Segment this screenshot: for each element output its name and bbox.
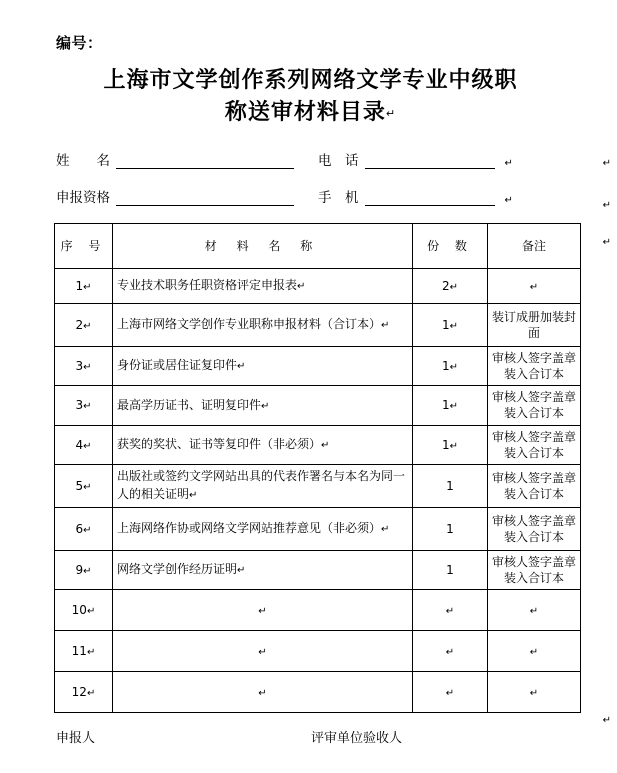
input-mobile[interactable] xyxy=(365,190,495,206)
pilcrow-mark: ↵ xyxy=(602,715,611,726)
cell-no: 12↵ xyxy=(55,672,113,713)
header-name-label: 材 料 名 称 xyxy=(204,239,321,254)
pilcrow-mark: ↵ xyxy=(385,106,397,120)
receiver-label: 评审单位验收人 xyxy=(311,731,403,747)
cell-remark[interactable]: ↵ xyxy=(488,672,581,713)
cell-name-text: 专业技术职务任职资格评定申报表 xyxy=(117,278,298,293)
cell-remark[interactable]: ↵ xyxy=(488,631,581,672)
cell-name: 获奖的奖状、证书等复印件（非必须）↵ xyxy=(113,425,413,464)
cell-remark xyxy=(488,464,581,507)
title-line-2 xyxy=(62,97,559,129)
cell-remark xyxy=(488,507,581,550)
header-no-label: 序 号 xyxy=(60,239,107,254)
table-row xyxy=(55,386,581,425)
cell-name-text: 最高学历证书、证明复印件 xyxy=(117,397,262,412)
pilcrow-mark: ↵ xyxy=(602,158,611,169)
input-phone[interactable] xyxy=(365,153,495,169)
table-body xyxy=(55,268,581,713)
table-row xyxy=(55,346,581,385)
cell-remark xyxy=(488,550,581,589)
input-name[interactable] xyxy=(116,153,294,169)
cell-remark[interactable]: ↵ xyxy=(488,590,581,631)
cell-name[interactable]: ↵ xyxy=(113,631,413,672)
cell-qty[interactable]: ↵ xyxy=(413,672,488,713)
cell-remark-text: 审核人签字盖章装入合订本 xyxy=(492,350,577,381)
materials-table xyxy=(54,223,581,714)
cell-remark-text: 审核人签字盖章装入合订本 xyxy=(492,429,577,460)
cell-qty: 1↵ xyxy=(413,386,488,425)
cell-remark-text: 审核人签字盖章装入合订本 xyxy=(492,554,577,586)
cell-name: 上海网络作协或网络文学网站推荐意见（非必须）↵ xyxy=(113,507,413,550)
cell-name-text: 上海网络作协或网络文学网站推荐意见（非必须） xyxy=(117,521,382,536)
cell-remark xyxy=(488,425,581,464)
cell-name: 最高学历证书、证明复印件↵ xyxy=(113,386,413,425)
cell-qty-text: 1 xyxy=(441,437,450,452)
cell-qty xyxy=(413,507,488,550)
cell-no: 9↵ xyxy=(55,550,113,589)
cell-name[interactable]: ↵ xyxy=(113,590,413,631)
table-row xyxy=(55,672,581,713)
header-qty-label: 份 数 xyxy=(427,239,473,254)
header-remark xyxy=(488,223,581,268)
table-header-row xyxy=(55,223,581,268)
header-remark-label: 备注 xyxy=(521,239,546,254)
cell-remark-text: 审核人签字盖章装入合订本 xyxy=(492,390,577,421)
table-row xyxy=(55,303,581,346)
cell-remark xyxy=(488,303,581,346)
cell-qty: 2↵ xyxy=(413,268,488,303)
pilcrow-mark: ↵ xyxy=(602,200,611,211)
cell-remark: ↵ xyxy=(488,268,581,303)
footer xyxy=(56,727,571,746)
cell-qty-text: 1 xyxy=(446,478,454,493)
cell-qty: 1↵ xyxy=(413,346,488,385)
cell-no-text: 10 xyxy=(71,603,87,618)
pilcrow-mark: ↵ xyxy=(602,237,611,248)
label-qualification: 申报资格 xyxy=(56,189,110,206)
cell-qty: 1↵ xyxy=(413,425,488,464)
cell-no: 4↵ xyxy=(55,425,113,464)
table-row xyxy=(55,268,581,303)
cell-name[interactable]: ↵ xyxy=(113,672,413,713)
cell-remark-text: 审核人签字盖章装入合订本 xyxy=(492,470,577,501)
header-name xyxy=(113,223,413,268)
cell-name: 专业技术职务任职资格评定申报表↵ xyxy=(113,268,413,303)
cell-no-text: 3 xyxy=(75,358,84,373)
label-name: 姓 名 xyxy=(56,152,110,169)
header-qty xyxy=(413,223,488,268)
title-line-2-text: 称送审材料目录 xyxy=(224,99,386,125)
cell-remark xyxy=(488,346,581,385)
cell-qty[interactable]: ↵ xyxy=(413,590,488,631)
cell-qty-text: 1 xyxy=(441,317,450,332)
cell-no: 2↵ xyxy=(55,303,113,346)
table-row xyxy=(55,425,581,464)
field-row-name xyxy=(56,149,571,169)
pilcrow-mark: ↵ xyxy=(504,157,513,169)
cell-name: 上海市网络文学创作专业职称申报材料（合订本）↵ xyxy=(113,303,413,346)
pilcrow-mark: ↵ xyxy=(504,194,513,206)
cell-name-text: 身份证或居住证复印件 xyxy=(117,358,238,373)
cell-no-text: 3 xyxy=(75,398,84,413)
cell-qty-text: 1 xyxy=(446,521,454,536)
cell-no-text: 11 xyxy=(71,644,87,659)
cell-no: 6↵ xyxy=(55,507,113,550)
input-qualification[interactable] xyxy=(116,190,294,206)
cell-no-text: 1 xyxy=(75,278,84,293)
cell-remark-text: 审核人签字盖章装入合订本 xyxy=(492,513,577,544)
label-mobile: 手 机 xyxy=(318,189,359,206)
cell-qty[interactable]: ↵ xyxy=(413,631,488,672)
table-row xyxy=(55,550,581,589)
form-fields xyxy=(56,149,571,206)
cell-qty-text: 1 xyxy=(441,398,450,413)
cell-name-text: 网络文学创作经历证明 xyxy=(117,562,238,577)
cell-name: 网络文学创作经历证明↵ xyxy=(113,550,413,589)
cell-name-text: 获奖的奖状、证书等复印件（非必须） xyxy=(117,436,322,451)
cell-remark-text: 装订成册加装封面 xyxy=(492,309,577,340)
table-row xyxy=(55,631,581,672)
table-header xyxy=(55,223,581,268)
cell-remark xyxy=(488,386,581,425)
cell-no: 1↵ xyxy=(55,268,113,303)
table-row xyxy=(55,507,581,550)
cell-qty: 1↵ xyxy=(413,303,488,346)
cell-no-text: 9 xyxy=(75,563,84,578)
cell-no-text: 4 xyxy=(75,437,84,452)
title-line-1: 上海市文学创作系列网络文学专业中级职 xyxy=(103,68,518,93)
cell-no-text: 2 xyxy=(75,317,84,332)
page-title xyxy=(62,65,559,129)
header-no xyxy=(55,223,113,268)
cell-no: 5↵ xyxy=(55,464,113,507)
cell-name: 出版社或签约文学网站出具的代表作署名与本名为同一人的相关证明↵ xyxy=(113,464,413,507)
field-row-qualification xyxy=(56,186,571,206)
cell-no-text: 5 xyxy=(75,478,84,493)
cell-no: 10↵ xyxy=(55,590,113,631)
label-phone: 电 话 xyxy=(318,152,359,169)
cell-no: 3↵ xyxy=(55,346,113,385)
cell-name-text: 出版社或签约文学网站出具的代表作署名与本名为同一人的相关证明 xyxy=(117,469,406,501)
cell-qty xyxy=(413,550,488,589)
doc-number-label: 编号： xyxy=(56,34,103,52)
cell-no-text: 12 xyxy=(71,685,87,700)
cell-no: 3↵ xyxy=(55,386,113,425)
cell-qty-text: 2 xyxy=(441,278,450,293)
applicant-label: 申报人 xyxy=(56,731,96,747)
cell-qty-text: 1 xyxy=(441,358,450,373)
cell-qty-text: 1 xyxy=(446,563,454,578)
table-row xyxy=(55,590,581,631)
table-row xyxy=(55,464,581,507)
cell-name: 身份证或居住证复印件↵ xyxy=(113,346,413,385)
cell-qty xyxy=(413,464,488,507)
cell-no-text: 6 xyxy=(75,521,84,536)
cell-name-text: 上海市网络文学创作专业职称申报材料（合订本） xyxy=(117,317,382,332)
cell-no: 11↵ xyxy=(55,631,113,672)
